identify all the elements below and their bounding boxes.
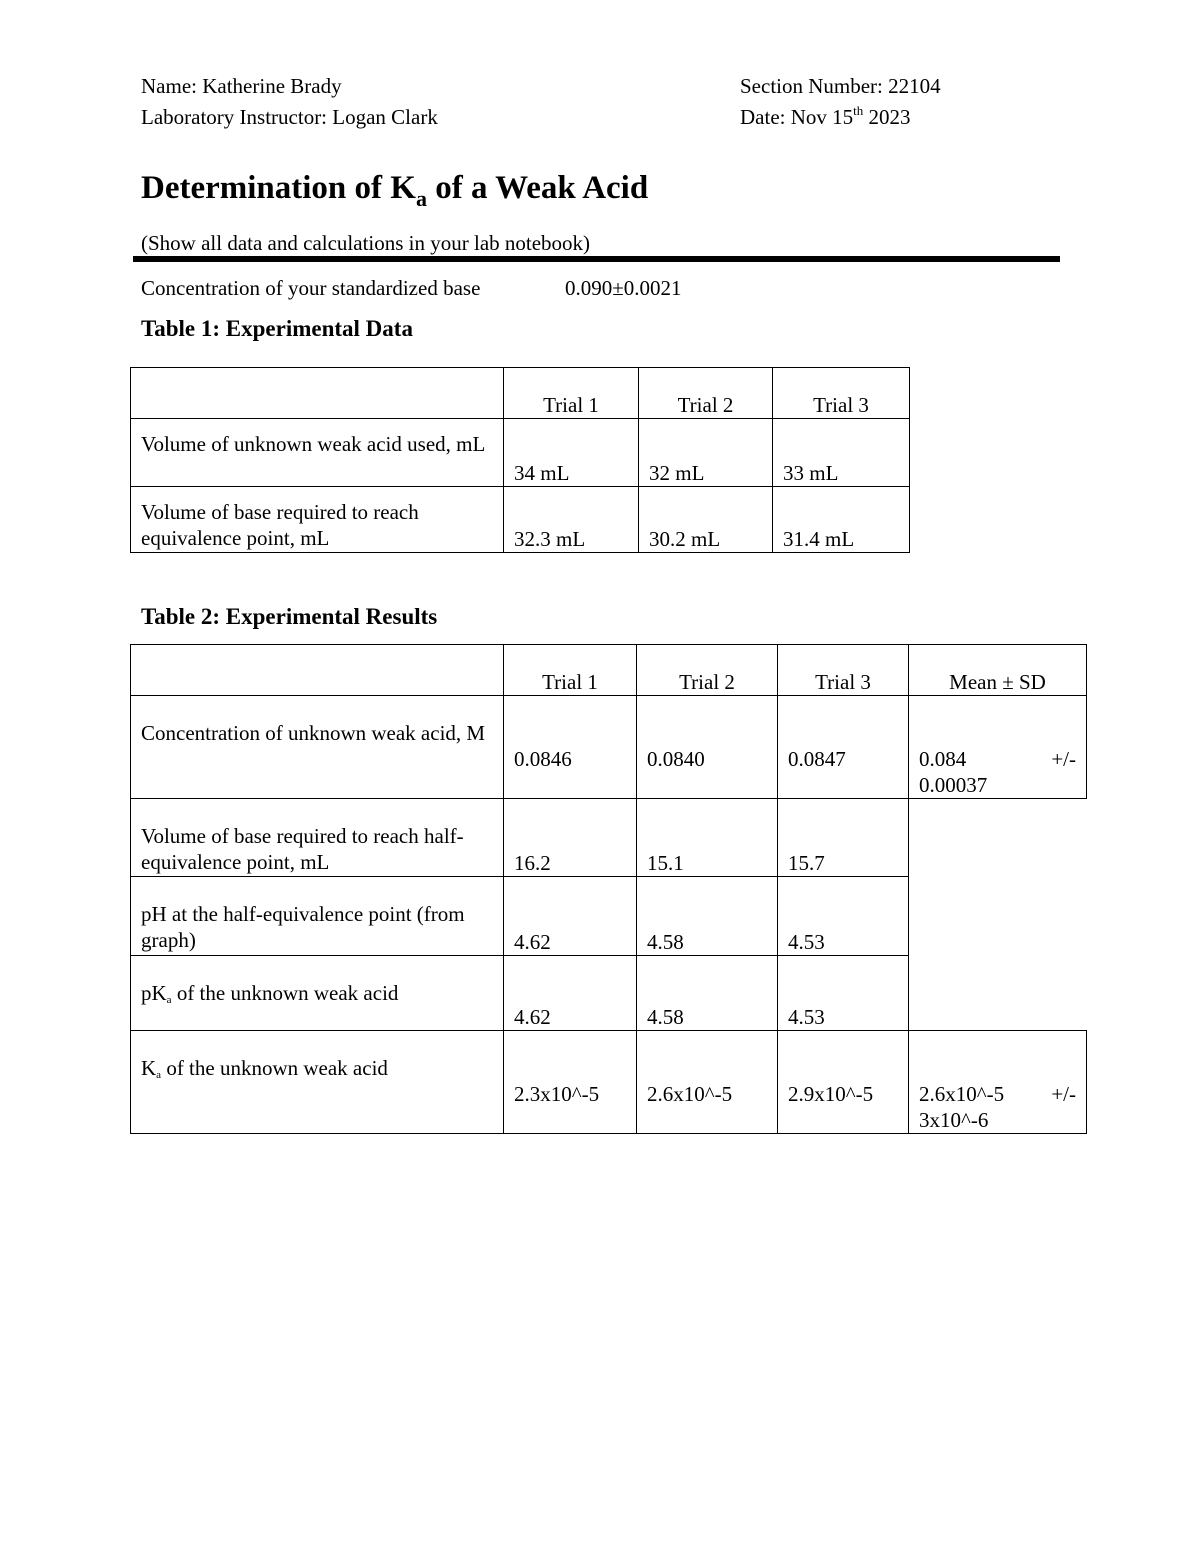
row-label: pH at the half-equivalence point (from graph) (131, 877, 504, 956)
sd-value: 3x10^-6 (919, 1108, 989, 1132)
mean-value: 0.084 (919, 747, 967, 771)
table2-header-trial1: Trial 1 (504, 645, 637, 696)
table-cell: 2.9x10^-5 (778, 1031, 909, 1134)
row-label: Volume of unknown weak acid used, mL (131, 419, 504, 487)
empty-cell (909, 799, 1087, 877)
table1-corner-cell (131, 368, 504, 419)
title-suffix: of a Weak Acid (426, 170, 649, 206)
table-row (131, 799, 1087, 877)
table-cell: 4.62 (504, 877, 637, 956)
table2-header-trial3: Trial 3 (778, 645, 909, 696)
table-cell: 0.0847 (778, 696, 909, 799)
table-cell: 34 mL (504, 419, 639, 487)
table-cell: 16.2 (504, 799, 637, 877)
report-date (740, 105, 911, 129)
empty-cell (909, 877, 1087, 956)
label-suffix: of the unknown weak acid (161, 1056, 388, 1080)
base-concentration-label: Concentration of your standardized base (141, 276, 481, 300)
table-cell: 30.2 mL (639, 487, 773, 553)
table2-header-trial2: Trial 2 (637, 645, 778, 696)
table1-header-trial3: Trial 3 (773, 368, 910, 419)
label-prefix: K (141, 1056, 157, 1080)
table-cell: 2.3x10^-5 (504, 1031, 637, 1134)
table-row (131, 877, 1087, 956)
empty-cell (909, 956, 1087, 1031)
row-label (131, 1031, 504, 1134)
table-cell: 4.53 (778, 877, 909, 956)
label-suffix: of the unknown weak acid (171, 981, 399, 1005)
table-row (131, 487, 910, 553)
instructions-note: (Show all data and calculations in your lab notebook) (141, 231, 591, 255)
table-cell: 4.58 (637, 877, 778, 956)
table-cell: 33 mL (773, 419, 910, 487)
table-cell: 0.0846 (504, 696, 637, 799)
plus-minus: +/- (1051, 1082, 1076, 1106)
row-label: Volume of base required to reach half-equivalence point, mL (131, 799, 504, 877)
table-cell: 4.53 (778, 956, 909, 1031)
table-cell: 15.7 (778, 799, 909, 877)
label-prefix: pK (141, 981, 167, 1005)
table2-header-mean-sd: Mean ± SD (909, 645, 1087, 696)
table-row (131, 419, 910, 487)
table1-header-trial2: Trial 2 (639, 368, 773, 419)
mean-sd-cell (909, 1031, 1087, 1134)
table-cell: 15.1 (637, 799, 778, 877)
sd-value: 0.00037 (919, 773, 988, 797)
plus-minus: +/- (1051, 747, 1076, 771)
mean-value: 2.6x10^-5 (919, 1082, 1005, 1106)
date-prefix: Date: Nov 15 (740, 105, 854, 129)
table2-header-row (131, 645, 1087, 696)
table1-header-row (131, 368, 910, 419)
table-cell: 32 mL (639, 419, 773, 487)
table-cell: 2.6x10^-5 (637, 1031, 778, 1134)
title-subscript: a (415, 186, 427, 211)
title-divider (133, 256, 1060, 262)
mean-sd-cell (909, 696, 1087, 799)
table-cell: 4.58 (637, 956, 778, 1031)
base-concentration-value: 0.090±0.0021 (565, 276, 682, 300)
label-subscript: a (156, 1069, 162, 1081)
experimental-data-table (130, 367, 910, 553)
table2-corner-cell (131, 645, 504, 696)
table-cell: 31.4 mL (773, 487, 910, 553)
date-suffix: 2023 (863, 105, 911, 129)
date-superscript: th (853, 103, 864, 118)
table1-header-trial1: Trial 1 (504, 368, 639, 419)
table-row (131, 1031, 1087, 1134)
table1-title: Table 1: Experimental Data (141, 316, 413, 341)
table-cell: 32.3 mL (504, 487, 639, 553)
table2-title: Table 2: Experimental Results (141, 604, 438, 629)
page-title (141, 168, 649, 211)
table-cell: 4.62 (504, 956, 637, 1031)
row-label (131, 956, 504, 1031)
table-row (131, 696, 1087, 799)
section-number: Section Number: 22104 (740, 74, 941, 98)
label-subscript: a (166, 994, 172, 1006)
experimental-results-table (130, 644, 1087, 1134)
row-label: Concentration of unknown weak acid, M (131, 696, 504, 799)
title-prefix: Determination of K (141, 170, 416, 206)
table-cell: 0.0840 (637, 696, 778, 799)
row-label: Volume of base required to reach equivalence point, mL (131, 487, 504, 553)
student-name: Name: Katherine Brady (141, 74, 342, 98)
lab-instructor: Laboratory Instructor: Logan Clark (141, 105, 438, 129)
table-row (131, 956, 1087, 1031)
